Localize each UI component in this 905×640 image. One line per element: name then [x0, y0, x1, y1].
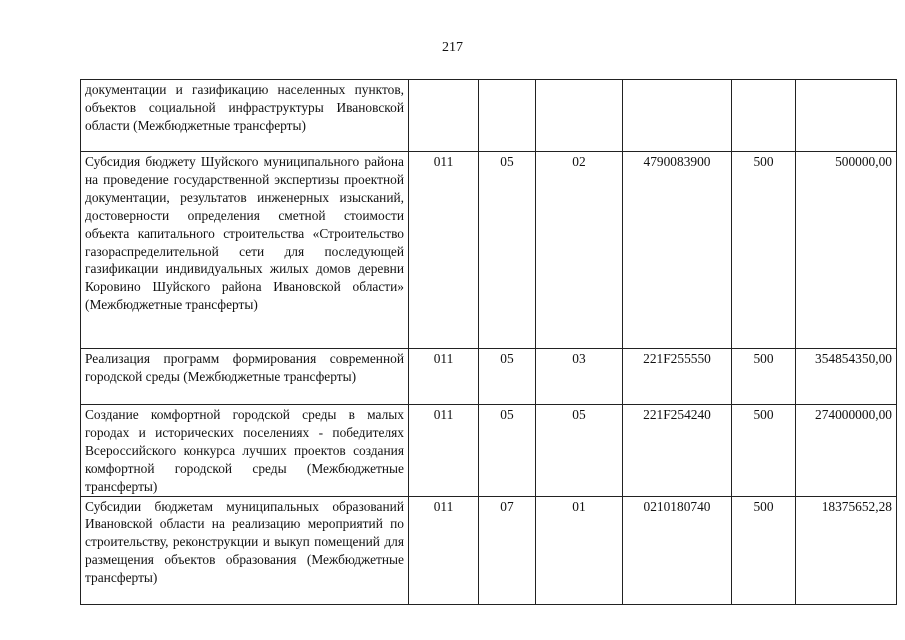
- expense-type-cell: [732, 80, 796, 152]
- description-cell: документации и газификацию населенных пунктов, объектов социальной инфраструктуры Ивановской области (Межбюджетные трансферты): [81, 80, 409, 152]
- description-cell: Создание комфортной городской среды в малых городах и исторических поселениях - победителях Всероссийского конкурса лучших проектов создания комфортной городской среды (Межбюджетные трансферты): [81, 405, 409, 497]
- subsection-code-cell: 01: [536, 496, 623, 604]
- target-item-cell: 4790083900: [623, 152, 732, 349]
- table-row: [81, 349, 897, 405]
- expense-type-cell: 500: [732, 405, 796, 497]
- subsection-code-cell: 02: [536, 152, 623, 349]
- subsection-code-cell: [536, 80, 623, 152]
- amount-cell: 354854350,00: [796, 349, 897, 405]
- ministry-code-cell: 011: [409, 349, 479, 405]
- target-item-cell: 221F254240: [623, 405, 732, 497]
- target-item-cell: 221F255550: [623, 349, 732, 405]
- table-row: [81, 405, 897, 497]
- ministry-code-cell: 011: [409, 152, 479, 349]
- expense-type-cell: 500: [732, 496, 796, 604]
- section-code-cell: 07: [479, 496, 536, 604]
- table-row: [81, 152, 897, 349]
- description-cell: Субсидии бюджетам муниципальных образований Ивановской области на реализацию мероприятий по строительству, реконструкции и выкуп помещений для размещения объектов образования (Межбюджетные трансферты): [81, 496, 409, 604]
- subsection-code-cell: 05: [536, 405, 623, 497]
- subsection-code-cell: 03: [536, 349, 623, 405]
- description-cell: Реализация программ формирования современной городской среды (Межбюджетные трансферты): [81, 349, 409, 405]
- budget-table: [80, 79, 897, 605]
- amount-cell: 500000,00: [796, 152, 897, 349]
- expense-type-cell: 500: [732, 152, 796, 349]
- ministry-code-cell: [409, 80, 479, 152]
- target-item-cell: 0210180740: [623, 496, 732, 604]
- section-code-cell: 05: [479, 152, 536, 349]
- amount-cell: 274000000,00: [796, 405, 897, 497]
- section-code-cell: 05: [479, 349, 536, 405]
- ministry-code-cell: 011: [409, 405, 479, 497]
- table-row: [81, 496, 897, 604]
- amount-cell: 18375652,28: [796, 496, 897, 604]
- description-cell: Субсидия бюджету Шуйского муниципального района на проведение государственной экспертизы проектной документации, результатов инженерных изысканий, достоверности определения сметной стоимости объекта капитального строительства «Строительство газораспределительной сети для последующей газификации индивидуальных жилых домов деревни Коровино Шуйского района Ивановской области» (Межбюджетные трансферты): [81, 152, 409, 349]
- section-code-cell: 05: [479, 405, 536, 497]
- expense-type-cell: 500: [732, 349, 796, 405]
- section-code-cell: [479, 80, 536, 152]
- page-number: 217: [442, 40, 463, 55]
- amount-cell: [796, 80, 897, 152]
- table-row: [81, 80, 897, 152]
- target-item-cell: [623, 80, 732, 152]
- ministry-code-cell: 011: [409, 496, 479, 604]
